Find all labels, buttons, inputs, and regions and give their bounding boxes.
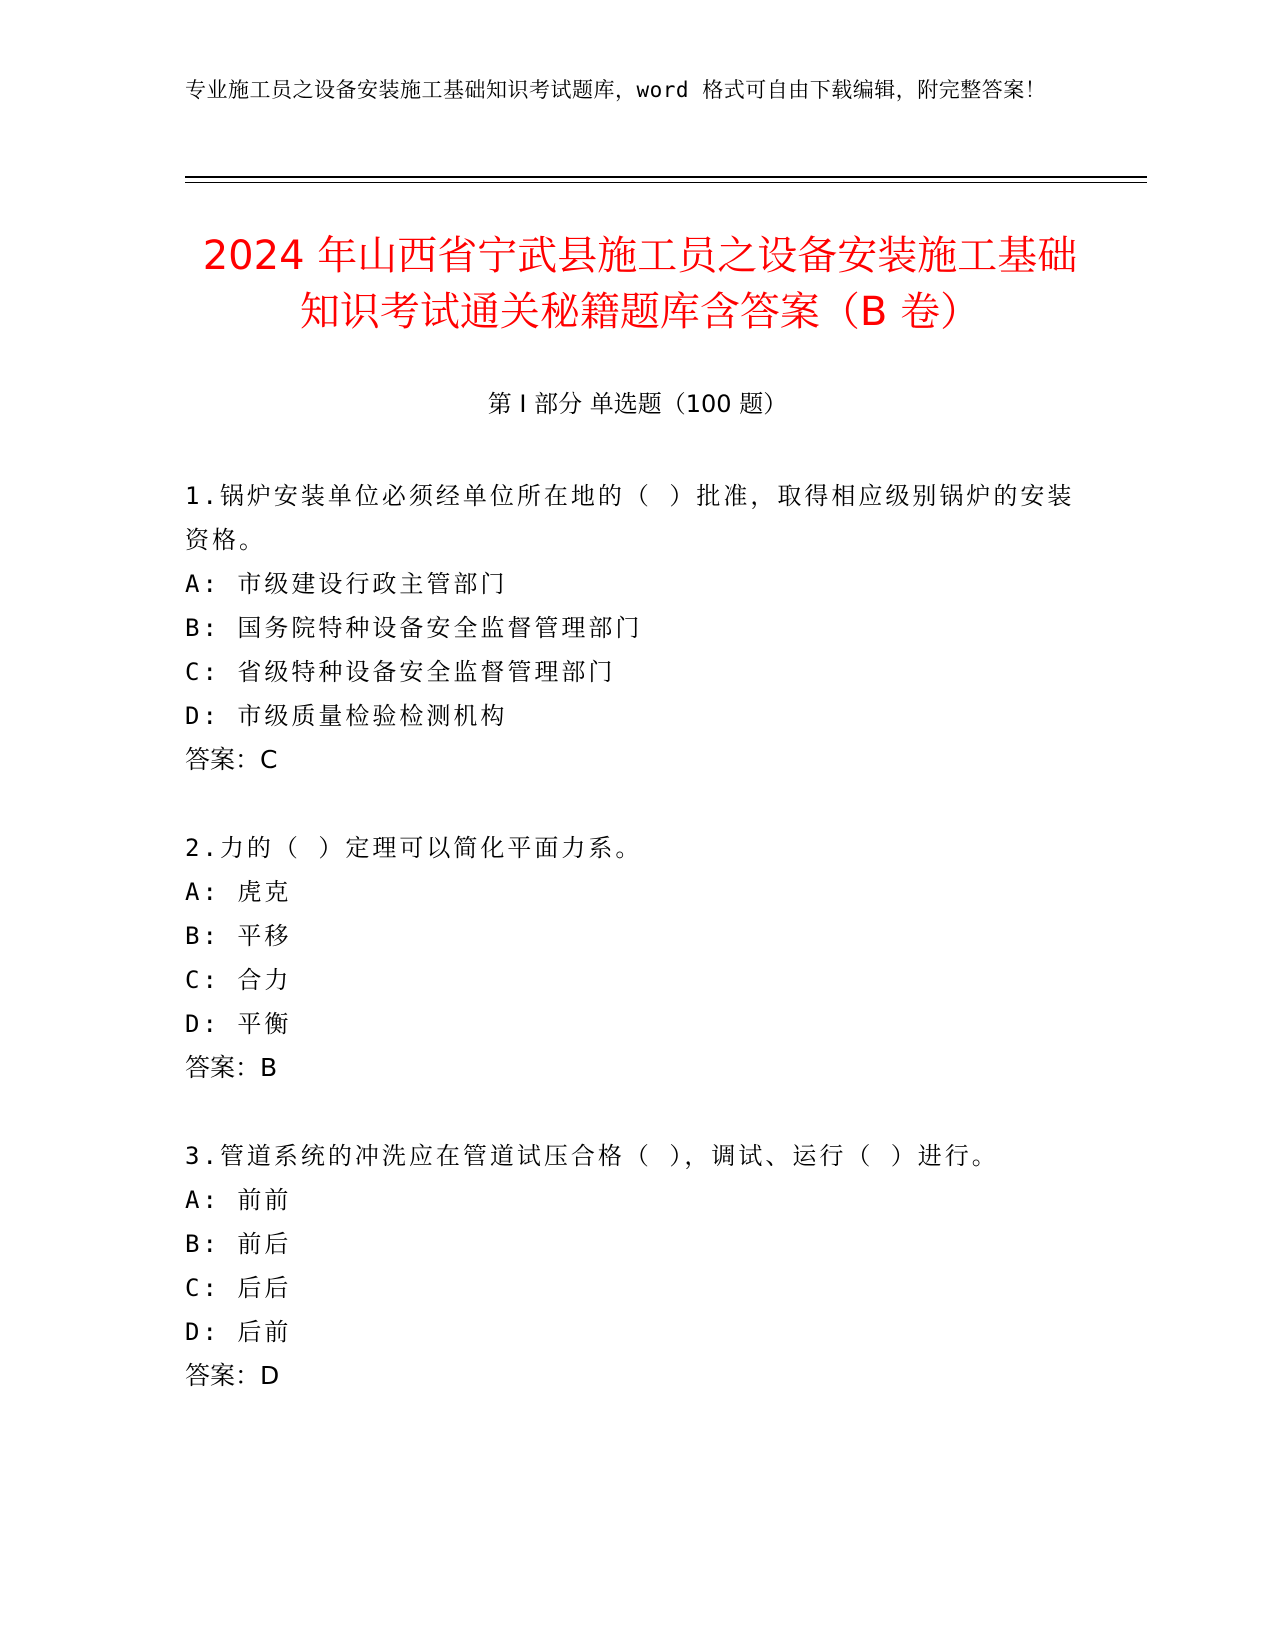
option-b: B: 前后 bbox=[185, 1230, 292, 1258]
option-d: D: 市级质量检验检测机构 bbox=[185, 702, 508, 730]
question-list bbox=[185, 474, 1085, 1442]
question-answer: 答案：B bbox=[185, 1053, 278, 1082]
question-stem: 1.锅炉安装单位必须经单位所在地的（ ）批准，取得相应级别锅炉的安装资格。 bbox=[185, 482, 1075, 554]
option-c: C: 合力 bbox=[185, 966, 292, 994]
header-divider-thin bbox=[185, 182, 1147, 183]
option-c: C: 后后 bbox=[185, 1274, 292, 1302]
document-title: 2024 年山西省宁武县施工员之设备安装施工基础知识考试通关秘籍题库含答案（B 卷） bbox=[202, 233, 1078, 335]
option-a: A: 虎克 bbox=[185, 878, 292, 906]
header-divider-thick bbox=[185, 176, 1147, 178]
question-3 bbox=[185, 1134, 1085, 1398]
option-a: A: 市级建设行政主管部门 bbox=[185, 570, 508, 598]
question-answer: 答案：D bbox=[185, 1361, 280, 1390]
question-stem: 2.力的（ ）定理可以简化平面力系。 bbox=[185, 834, 643, 862]
question-2 bbox=[185, 826, 1085, 1090]
option-d: D: 平衡 bbox=[185, 1010, 292, 1038]
header-note: 专业施工员之设备安装施工基础知识考试题库，word 格式可自由下载编辑，附完整答案！ bbox=[185, 78, 1047, 102]
option-d: D: 后前 bbox=[185, 1318, 292, 1346]
question-stem: 3.管道系统的冲洗应在管道试压合格（ ），调试、运行（ ）进行。 bbox=[185, 1142, 999, 1170]
question-answer: 答案：C bbox=[185, 745, 278, 774]
section-title: 第 I 部分 单选题（100 题） bbox=[487, 390, 788, 418]
option-b: B: 平移 bbox=[185, 922, 292, 950]
option-c: C: 省级特种设备安全监督管理部门 bbox=[185, 658, 616, 686]
question-1 bbox=[185, 474, 1085, 782]
option-a: A: 前前 bbox=[185, 1186, 292, 1214]
option-b: B: 国务院特种设备安全监督管理部门 bbox=[185, 614, 643, 642]
